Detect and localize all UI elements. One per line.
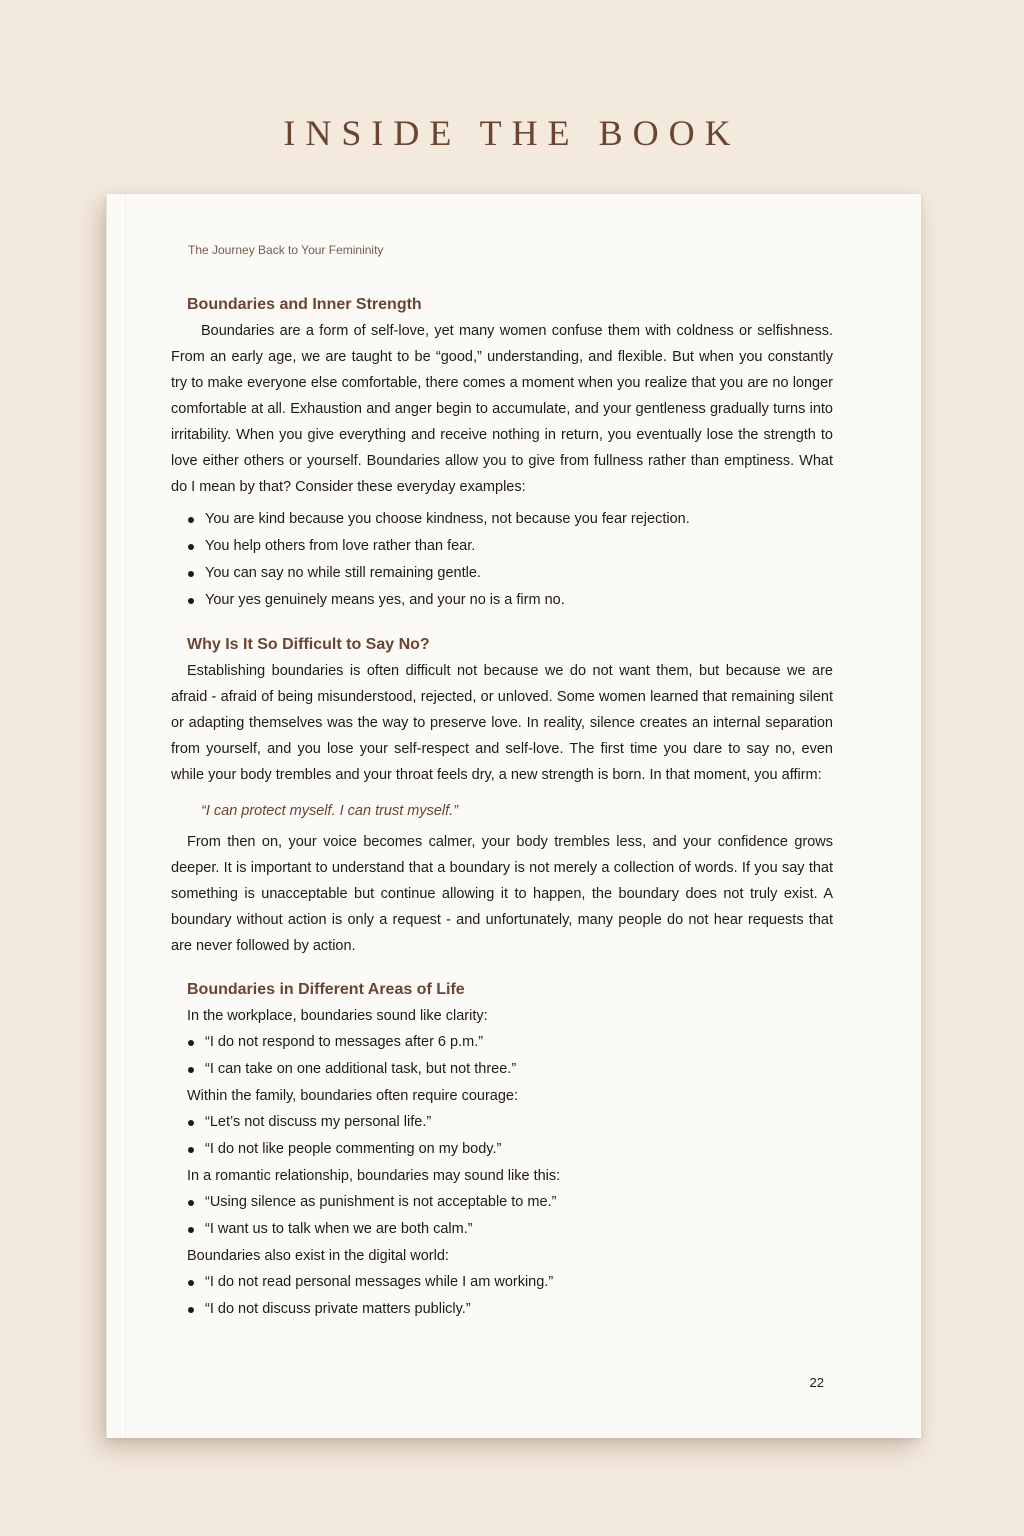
section-heading-areas-of-life: Boundaries in Different Areas of Life bbox=[187, 981, 465, 998]
page-content bbox=[171, 292, 833, 1323]
paragraph: Establishing boundaries is often difficult not because we do not want them, but because we are afraid - afraid of being misunderstood, rejected, or unloved. Some women learned that remaining silent or adapting themselves was the way to preserve love. In reality, silence creates an internal separation from yourself, and you lose your self-respect and self-love. The first time you dare to say no, even while your body trembles and your throat feels dry, a new strength is born. In that moment, you affirm: bbox=[171, 663, 833, 783]
list-item: Your yes genuinely means yes, and your no is a firm no. bbox=[171, 587, 833, 614]
intro-line: In the workplace, boundaries sound like clarity: bbox=[187, 1008, 488, 1024]
list-item: “I do not like people commenting on my body.” bbox=[171, 1136, 833, 1163]
pull-quote: “I can protect myself. I can trust myself.” bbox=[201, 803, 459, 819]
list-item: “I can take on one additional task, but not three.” bbox=[171, 1056, 833, 1083]
list-item: You help others from love rather than fear. bbox=[171, 533, 833, 560]
intro-line: Boundaries also exist in the digital world: bbox=[187, 1248, 449, 1264]
bullet-list bbox=[171, 1029, 833, 1083]
bullet-list bbox=[171, 1269, 833, 1323]
list-item: You can say no while still remaining gentle. bbox=[171, 560, 833, 587]
list-item: “I do not read personal messages while I am working.” bbox=[171, 1269, 833, 1296]
list-item: “I do not discuss private matters publicly.” bbox=[171, 1296, 833, 1323]
list-item: “I want us to talk when we are both calm.” bbox=[171, 1216, 833, 1243]
paragraph: Boundaries are a form of self-love, yet many women confuse them with coldness or selfishness. From an early age, we are taught to be “good,” understanding, and flexible. But when you constantly try to make everyone else comfortable, there comes a moment when you realize that you are no longer comfortable at all. Exhaustion and anger begin to accumulate, and your gentleness gradually turns into irritability. When you give everything and receive nothing in return, you eventually lose the strength to love either others or yourself. Boundaries allow you to give from fullness rather than emptiness. What do I mean by that? Consider these everyday examples: bbox=[171, 323, 833, 495]
list-item: You are kind because you choose kindness, not because you fear rejection. bbox=[171, 506, 833, 533]
running-head: The Journey Back to Your Femininity bbox=[188, 243, 384, 257]
bullet-list bbox=[171, 1189, 833, 1243]
list-item: “Let’s not discuss my personal life.” bbox=[171, 1109, 833, 1136]
section-heading-why-difficult: Why Is It So Difficult to Say No? bbox=[187, 636, 430, 653]
list-item: “I do not respond to messages after 6 p.m.” bbox=[171, 1029, 833, 1056]
bullet-list bbox=[171, 1109, 833, 1163]
bullet-list bbox=[171, 506, 833, 614]
page-number: 22 bbox=[809, 1375, 824, 1390]
intro-line: In a romantic relationship, boundaries may sound like this: bbox=[187, 1168, 561, 1184]
book-page bbox=[106, 194, 921, 1438]
section-heading-boundaries-inner-strength: Boundaries and Inner Strength bbox=[187, 296, 422, 313]
paragraph: From then on, your voice becomes calmer, your body trembles less, and your confidence grows deeper. It is important to understand that a boundary is not merely a collection of words. If you say that something is unacceptable but continue allowing it to happen, the boundary does not truly exist. A boundary without action is only a request - and unfortunately, many people do not hear requests that are never followed by action. bbox=[171, 834, 833, 954]
intro-line: Within the family, boundaries often require courage: bbox=[187, 1088, 518, 1104]
list-item: “Using silence as punishment is not acceptable to me.” bbox=[171, 1189, 833, 1216]
display-title: INSIDE THE BOOK bbox=[283, 113, 741, 153]
